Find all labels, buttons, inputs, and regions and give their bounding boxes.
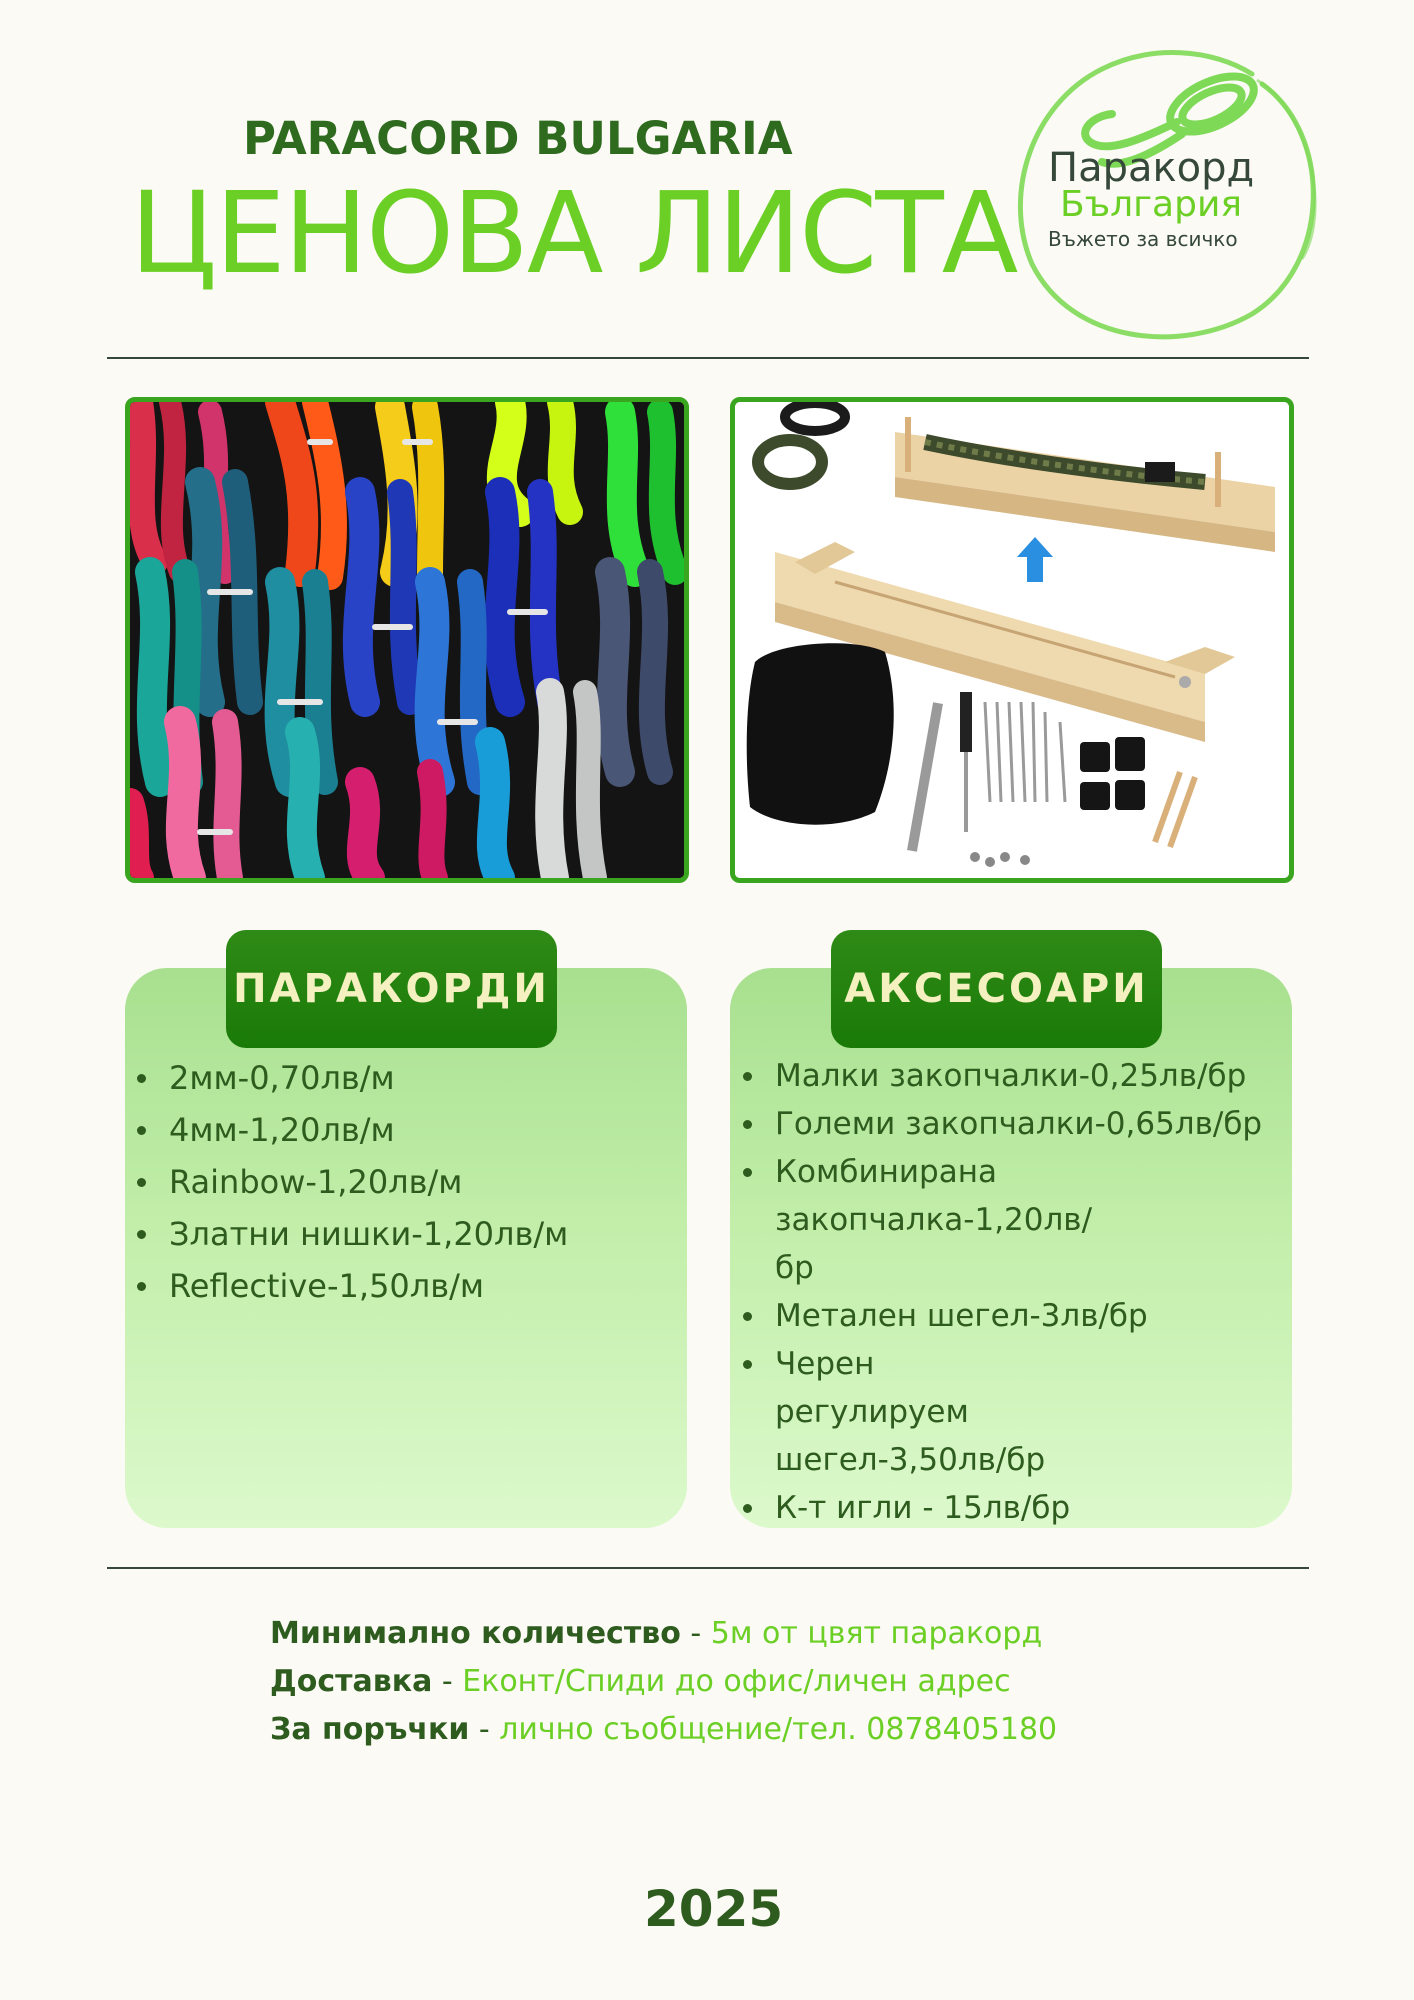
delivery-value: Еконт/Спиди до офис/личен адрес [462,1664,1011,1699]
bracelet-jig-kit-photo [730,397,1294,883]
logo-line1: Паракорд [1048,145,1255,191]
orders-label: За поръчки [270,1712,470,1747]
separator: - [680,1616,711,1651]
min-quantity-row [270,1610,1057,1658]
separator: - [432,1664,463,1699]
paracord-bundles-photo [125,397,689,883]
list-item: Rainbow-1,20лв/м [127,1156,667,1208]
list-item: Комбинирана закопчалка-1,20лв/бр [733,1148,1093,1292]
list-item: Метален шегел-3лв/бр [733,1292,1293,1340]
paracords-price-list [127,1052,667,1312]
delivery-label: Доставка [270,1664,433,1699]
delivery-row [270,1658,1057,1706]
order-info [270,1610,1057,1754]
orders-value: лично съобщение/тел. 0878405180 [499,1712,1058,1747]
orders-row [270,1706,1057,1754]
list-item: Малки закопчалки-0,25лв/бр [733,1052,1293,1100]
logo-graphic [1012,44,1322,349]
logo-tagline: Въжето за всичко [1048,227,1238,251]
list-item: Големи закопчалки-0,65лв/бр [733,1100,1293,1148]
logo-line2: България [1060,184,1243,225]
list-item: Златни нишки-1,20лв/м [127,1208,667,1260]
min-quantity-label: Минимално количество [270,1616,681,1651]
list-item: К-т игли - 15лв/бр [733,1484,1293,1532]
bottom-divider [107,1567,1309,1569]
min-quantity-value: 5м от цвят паракорд [710,1616,1043,1651]
year: 2025 [644,1880,784,1938]
accessories-heading: АКСЕСОАРИ [831,930,1162,1048]
logo [1012,44,1322,349]
separator: - [469,1712,500,1747]
brand-name: PARACORD BULGARIA [243,112,793,165]
accessories-price-list [733,1052,1293,1532]
list-item: 2мм-0,70лв/м [127,1052,667,1104]
top-divider [107,357,1309,359]
list-item: Черен регулируем шегел-3,50лв/бр [733,1340,1073,1484]
list-item: 4мм-1,20лв/м [127,1104,667,1156]
page-title: ЦЕНОВА ЛИСТА [130,169,1017,299]
list-item: Reflective-1,50лв/м [127,1260,667,1312]
paracords-heading: ПАРАКОРДИ [226,930,557,1048]
